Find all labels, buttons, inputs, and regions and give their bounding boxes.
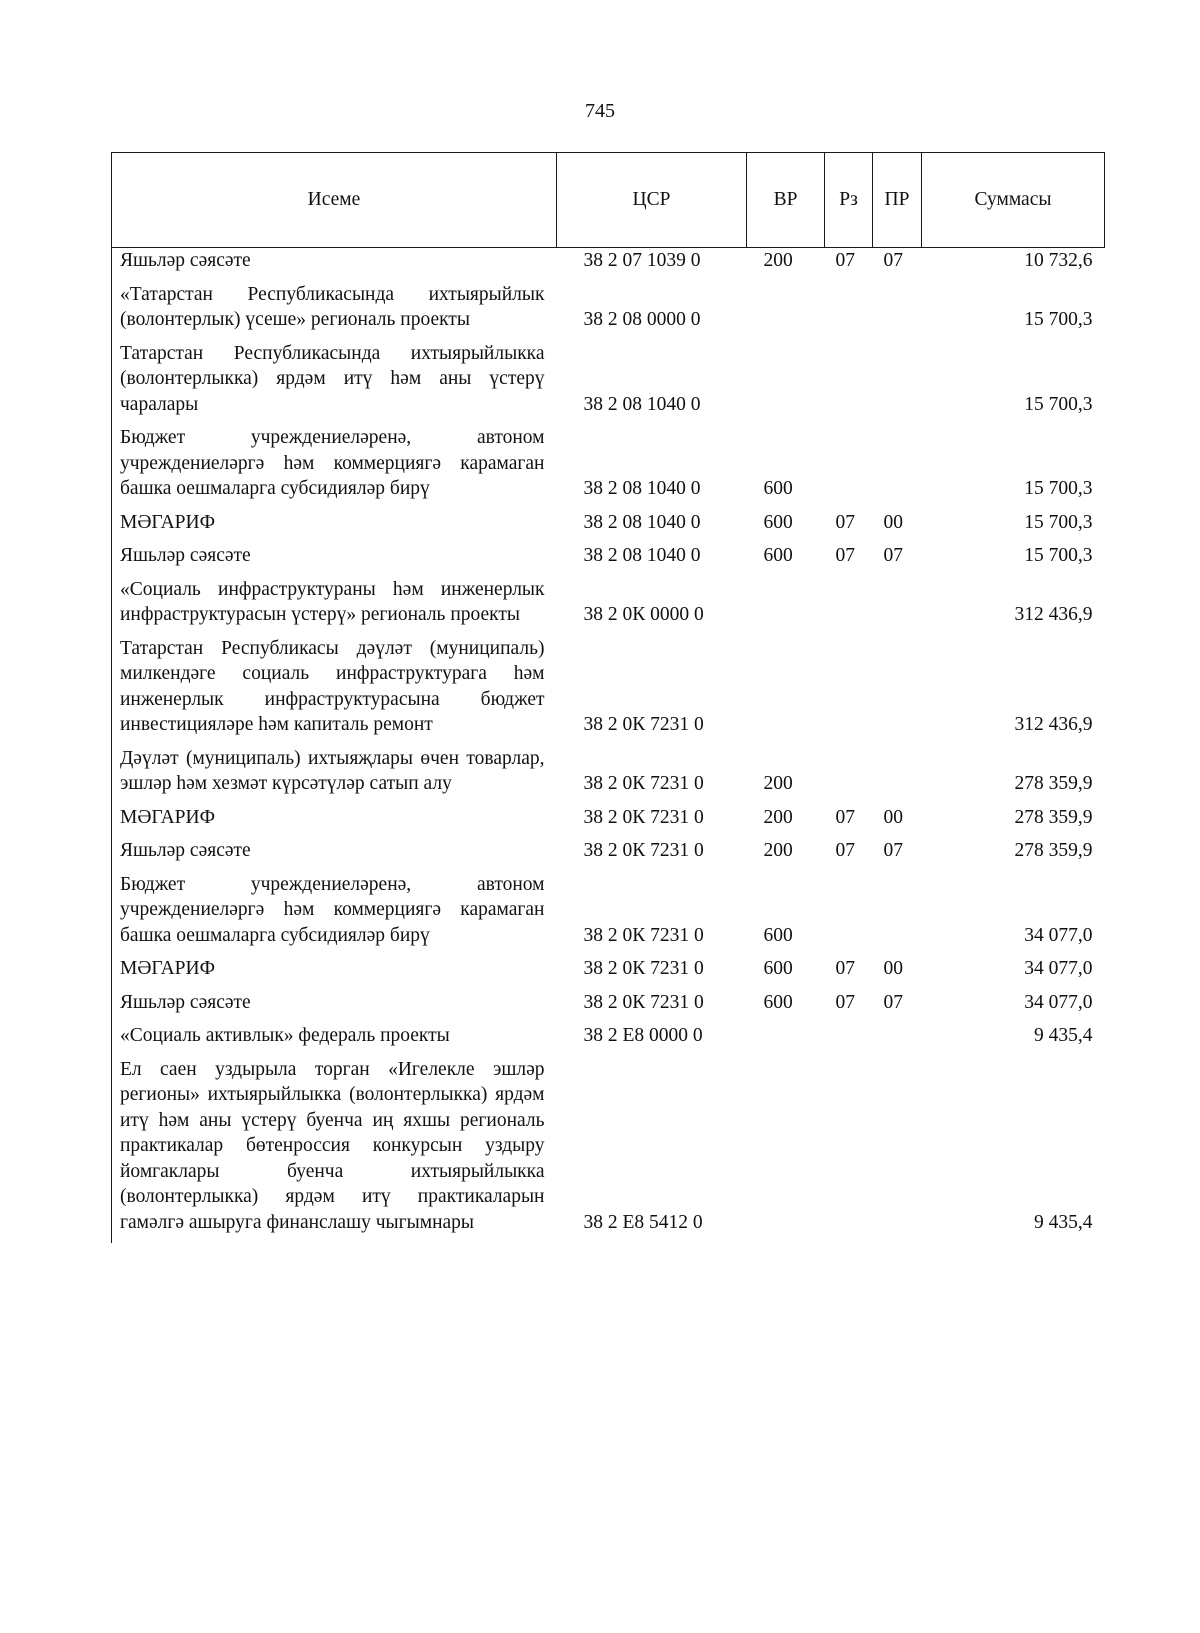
row-name: Татарстан Республикасында ихтыярыйлыкка (волонтерлыкка) ярдәм итү һәм аны үстерү чаралары (112, 341, 557, 426)
row-csr: 38 2 0К 0000 0 (583, 604, 704, 625)
row-vr: 600 (763, 545, 793, 566)
row-name: Яшьләр сәясәте (112, 543, 557, 577)
row-name: Татарстан Республикасы дәүләт (муниципаль) милкендәге социаль инфраструктурага һәм инженерлык инфраструктурасына бюджет инвестицияләре һәм капиталь ремонт (112, 636, 557, 746)
row-rz (825, 425, 873, 510)
budget-table-container (111, 152, 1104, 1243)
header-name: Исеме (112, 153, 557, 248)
table-row (112, 282, 1105, 341)
row-csr: 38 2 Е8 0000 0 (583, 1025, 703, 1046)
row-rz: 07 (835, 958, 855, 979)
header-csr: ЦСР (557, 153, 747, 248)
table-row (112, 872, 1105, 957)
row-pr (873, 341, 922, 426)
row-sum: 15 700,3 (1024, 478, 1093, 499)
table-row (112, 341, 1105, 426)
table-row (112, 838, 1105, 872)
row-vr (747, 1023, 825, 1057)
row-rz (825, 1023, 873, 1057)
row-sum: 278 359,9 (1014, 806, 1093, 828)
row-rz: 07 (835, 511, 855, 533)
row-sum: 15 700,3 (1024, 309, 1093, 330)
row-name: Яшьләр сәясәте (112, 248, 557, 282)
row-sum: 312 436,9 (1014, 714, 1093, 735)
row-vr: 200 (763, 840, 793, 861)
table-row (112, 248, 1105, 282)
page-number: 745 (585, 100, 615, 122)
row-csr: 38 2 08 0000 0 (583, 309, 701, 330)
table-row (112, 1057, 1105, 1244)
row-csr: 38 2 Е8 5412 0 (583, 1211, 703, 1233)
row-pr (873, 872, 922, 957)
row-pr (873, 282, 922, 341)
table-row (112, 510, 1105, 544)
row-rz (825, 636, 873, 746)
row-vr: 600 (763, 991, 793, 1013)
row-csr: 38 2 0К 7231 0 (583, 958, 704, 979)
row-rz: 07 (835, 250, 855, 271)
row-csr: 38 2 0К 7231 0 (583, 924, 704, 946)
row-csr: 38 2 0К 7231 0 (583, 991, 704, 1013)
row-csr: 38 2 0К 7231 0 (583, 806, 704, 828)
table-row (112, 543, 1105, 577)
row-vr (747, 282, 825, 341)
row-rz: 07 (835, 545, 855, 566)
table-body (112, 248, 1105, 1244)
row-vr (747, 577, 825, 636)
row-pr: 07 (883, 840, 903, 861)
row-name: МӘГАРИФ (112, 805, 557, 839)
row-name: Яшьләр сәясәте (112, 990, 557, 1024)
row-name: Бюджет учреждениеләренә, автоном учреждениеләргә һәм коммерциягә карамаган башка оешмаларга субсидияләр бирү (112, 425, 557, 510)
row-name: Ел саен уздырыла торган «Игелекле эшләр регионы» ихтыярыйлыкка (волонтерлыкка) ярдәм итү һәм аны үстерү буенча иң яхшы региональ практикалар бөтенроссия конкурсын уздыру йомгаклары буенча ихтыярыйлыкка (волонтерлыкка) ярдәм итү практикаларын гамәлгә ашыруга финанслашу чыгымнары (112, 1057, 557, 1244)
row-vr: 600 (763, 511, 793, 533)
header-rz: Рз (825, 153, 873, 248)
row-vr (747, 1057, 825, 1244)
row-sum: 15 700,3 (1024, 545, 1093, 566)
row-pr (873, 636, 922, 746)
table-row (112, 746, 1105, 805)
row-csr: 38 2 08 1040 0 (583, 511, 701, 533)
row-sum: 34 077,0 (1024, 991, 1093, 1013)
row-name: Яшьләр сәясәте (112, 838, 557, 872)
row-sum: 312 436,9 (1014, 604, 1093, 625)
row-sum: 9 435,4 (1034, 1025, 1093, 1046)
row-vr: 200 (763, 250, 793, 271)
row-sum: 34 077,0 (1024, 924, 1093, 946)
row-pr (873, 425, 922, 510)
header-vr: ВР (747, 153, 825, 248)
table-row (112, 990, 1105, 1024)
table-row (112, 956, 1105, 990)
row-csr: 38 2 08 1040 0 (583, 478, 701, 499)
row-sum: 278 359,9 (1014, 840, 1093, 861)
row-name: МӘГАРИФ (112, 956, 557, 990)
table-row (112, 425, 1105, 510)
row-pr (873, 1057, 922, 1244)
row-rz: 07 (835, 806, 855, 828)
row-csr: 38 2 0К 7231 0 (583, 773, 704, 794)
row-name: МӘГАРИФ (112, 510, 557, 544)
row-sum: 15 700,3 (1024, 393, 1093, 415)
row-sum: 278 359,9 (1014, 773, 1093, 794)
table-row (112, 636, 1105, 746)
row-sum: 9 435,4 (1034, 1211, 1093, 1233)
row-csr: 38 2 07 1039 0 (583, 250, 701, 271)
row-pr (873, 746, 922, 805)
row-rz: 07 (835, 991, 855, 1013)
row-rz (825, 1057, 873, 1244)
row-csr: 38 2 0К 7231 0 (583, 840, 704, 861)
row-pr: 07 (883, 991, 903, 1013)
table-row (112, 805, 1105, 839)
table-row (112, 1023, 1105, 1057)
row-pr: 00 (883, 511, 903, 533)
row-sum: 10 732,6 (1024, 250, 1093, 271)
row-csr: 38 2 08 1040 0 (583, 545, 701, 566)
row-rz (825, 577, 873, 636)
row-rz (825, 282, 873, 341)
row-vr: 600 (763, 958, 793, 979)
row-name: «Социаль активлык» федераль проекты (112, 1023, 557, 1057)
row-rz (825, 872, 873, 957)
row-rz: 07 (835, 840, 855, 861)
row-sum: 34 077,0 (1024, 958, 1093, 979)
row-pr: 07 (883, 250, 903, 271)
row-csr: 38 2 0К 7231 0 (583, 714, 704, 735)
budget-table (111, 152, 1105, 1243)
table-header (112, 153, 1105, 248)
header-pr: ПР (873, 153, 922, 248)
row-name: Дәүләт (муниципаль) ихтыяҗлары өчен товарлар, эшләр һәм хезмәт күрсәтүләр сатып алу (112, 746, 557, 805)
header-sum: Суммасы (922, 153, 1105, 248)
row-name: Бюджет учреждениеләренә, автоном учреждениеләргә һәм коммерциягә карамаган башка оешмаларга субсидияләр бирү (112, 872, 557, 957)
row-csr: 38 2 08 1040 0 (583, 393, 701, 415)
row-pr: 07 (883, 545, 903, 566)
row-rz (825, 341, 873, 426)
row-rz (825, 746, 873, 805)
row-vr: 600 (763, 924, 793, 946)
row-pr: 00 (883, 958, 903, 979)
row-vr (747, 636, 825, 746)
table-row (112, 577, 1105, 636)
row-name: «Татарстан Республикасында ихтыярыйлык (волонтерлык) үсеше» региональ проекты (112, 282, 557, 341)
row-pr (873, 1023, 922, 1057)
row-vr: 200 (763, 773, 793, 794)
row-sum: 15 700,3 (1024, 511, 1093, 533)
row-pr: 00 (883, 806, 903, 828)
row-pr (873, 577, 922, 636)
row-vr: 200 (763, 806, 793, 828)
row-vr (747, 341, 825, 426)
row-vr: 600 (763, 478, 793, 499)
row-name: «Социаль инфраструктураны һәм инженерлык инфраструктурасын үстерү» региональ проекты (112, 577, 557, 636)
